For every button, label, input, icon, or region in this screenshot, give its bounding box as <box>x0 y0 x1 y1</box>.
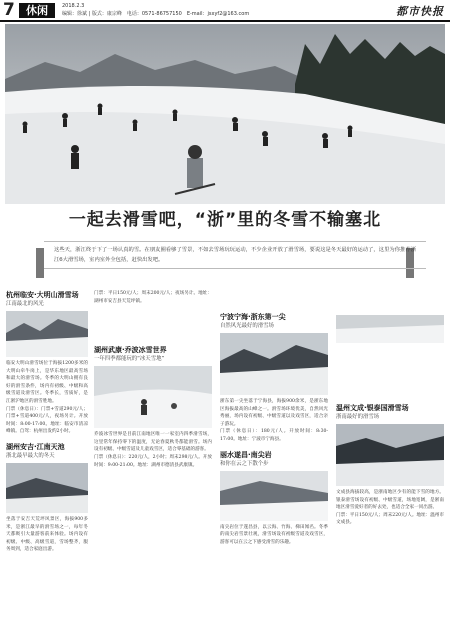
section-tail: 门票（休息日）：220元/人，2小时；周末298元/人。开放时间：9:00-21:00。地址：湖州市德清县武康镇。 <box>94 454 212 468</box>
hero-photo-ski-slope <box>5 24 445 204</box>
section-subtitle: 浙南最好的滑雪场 <box>336 414 380 420</box>
page-number: 7 <box>3 0 15 20</box>
section-subtitle: 和你在云之下散个步 <box>220 460 269 467</box>
column-2 <box>94 290 212 635</box>
photo-nanjianyan <box>220 471 328 521</box>
column-1 <box>6 290 88 635</box>
section-title: 湖州安吉·江南天池 <box>6 442 65 451</box>
photo-damingshan <box>6 311 88 357</box>
intro-paragraph: 这些天，浙江终于下了一场认真的雪。在朋友圈看够了雪景，不如去雪场玩玩运动，不少企业开放了滑雪场，要说这是冬天最好的运动了，这里为你推荐浙江6大滑雪场，室内室外全包括，赶快出发吧。 <box>44 241 426 269</box>
masthead-logo: 都市快报 <box>396 5 444 18</box>
photo-zhedong <box>220 333 328 395</box>
section-title: 湖州武康·乔波冰雪世界 <box>94 346 167 355</box>
section-title: 宁波宁海·浙东第一尖 <box>220 313 286 321</box>
section-label: 休闲 <box>19 3 55 18</box>
photo-slope-top <box>336 315 444 343</box>
section-subtitle: 一年四季都能玩的“冰天雪地” <box>94 356 165 363</box>
photo-qiaobo <box>94 366 212 428</box>
issue-date: 2018.2.3 <box>62 3 85 9</box>
section-body: 临安大明山滑雪场位于海拔1200多米的大明山牵牛岗上，是华东地区最高雪场和最大的滑雪场。冬季的大明山拥有良好的滑雪条件，场内有初级、中级和高级雪道及滑雪区。冬季长，雪质好，是江浙沪地区的滑雪胜地。 <box>6 361 88 404</box>
section-title: 杭州临安·大明山滑雪场 <box>6 291 79 299</box>
section-subtitle: 江南最北的风光 <box>6 301 44 307</box>
section-tail: 门票：平日150元/人；周末220元/人。地址：温州市文成县。 <box>336 512 444 526</box>
editor-contact: 编辑：徐斌 | 版式：康宗峰 电话：0571-86757150 E-mail：jsxyf2@163.com <box>62 11 250 17</box>
page-header <box>0 0 450 22</box>
headline: 一起去滑雪吧，“浙”里的冬雪不输塞北 <box>68 210 382 230</box>
intro-bracket-left <box>36 248 44 278</box>
photo-wencheng <box>336 424 444 486</box>
section-subtitle: 自然风光最好的滑雪场 <box>220 323 274 329</box>
column-3 <box>220 312 328 635</box>
photo-tianchi <box>6 463 88 513</box>
section-subtitle: 浙北最早最大的冬天 <box>6 452 55 459</box>
section-title: 丽水遂昌·南尖岩 <box>220 450 272 459</box>
section-body: 乔波冰雪世界是目前江南地区唯一一家室内四季滑雪场，这里常年保持零下的温度，无论春夏秋冬都能滑雪。场内设有初级、中级雪道及儿童戏雪区，适合零基础的游客。 <box>94 432 212 453</box>
section-tail: 门票：平日150元/人；周末200元/人；夜场另计。地址：湖州市安吉县天荒坪镇。 <box>94 291 212 304</box>
section-tail: 门票（休息日）：180元/人。开放时间：8:30-17:00。地址：宁波市宁海县。 <box>220 429 328 442</box>
section-body: 浙东第一尖坐落于宁海县，海拔900余米，是浙东地区海拔最高的山峰之一。滑雪场环境优美，自然风光秀丽，场内设有初级、中级雪道以及戏雪区，适合亲子游玩。 <box>220 399 328 427</box>
section-tail: 门票（休息日）：门票+雪道290元/人；门票+雪道400元/人，夜场另计。开放时间：8:00-17:00。地址：临安市清凉峰镇。自驾：杭州出发约2小时。 <box>6 406 88 435</box>
section-title: 温州文成·银泰国滑雪场 <box>336 404 409 412</box>
section-body: 南尖岩位于遂昌县，以云海、竹海、梯田闻名。冬季的南尖岩雪景壮观，滑雪场设有初级雪道及戏雪区，游客可以在云之下感受滑雪的乐趣。 <box>220 524 328 545</box>
section-body: 坐落于安吉天荒坪风景区，海拔900多米，是浙江最早的滑雪场之一，每年冬天都吸引大量游客前来体验。场内设有初级、中级、高级雪道，雪场整齐，服务周到，适合家庭出游。 <box>6 516 88 553</box>
section-body: 文成县海拔较高，是浙南地区少有的能下雪的地方。银泰滑雪场设有初级、中级雪道，场地宽阔，是浙南地区滑雪爱好者的好去处，也适合全家一同出游。 <box>336 490 444 511</box>
column-4 <box>336 312 444 635</box>
